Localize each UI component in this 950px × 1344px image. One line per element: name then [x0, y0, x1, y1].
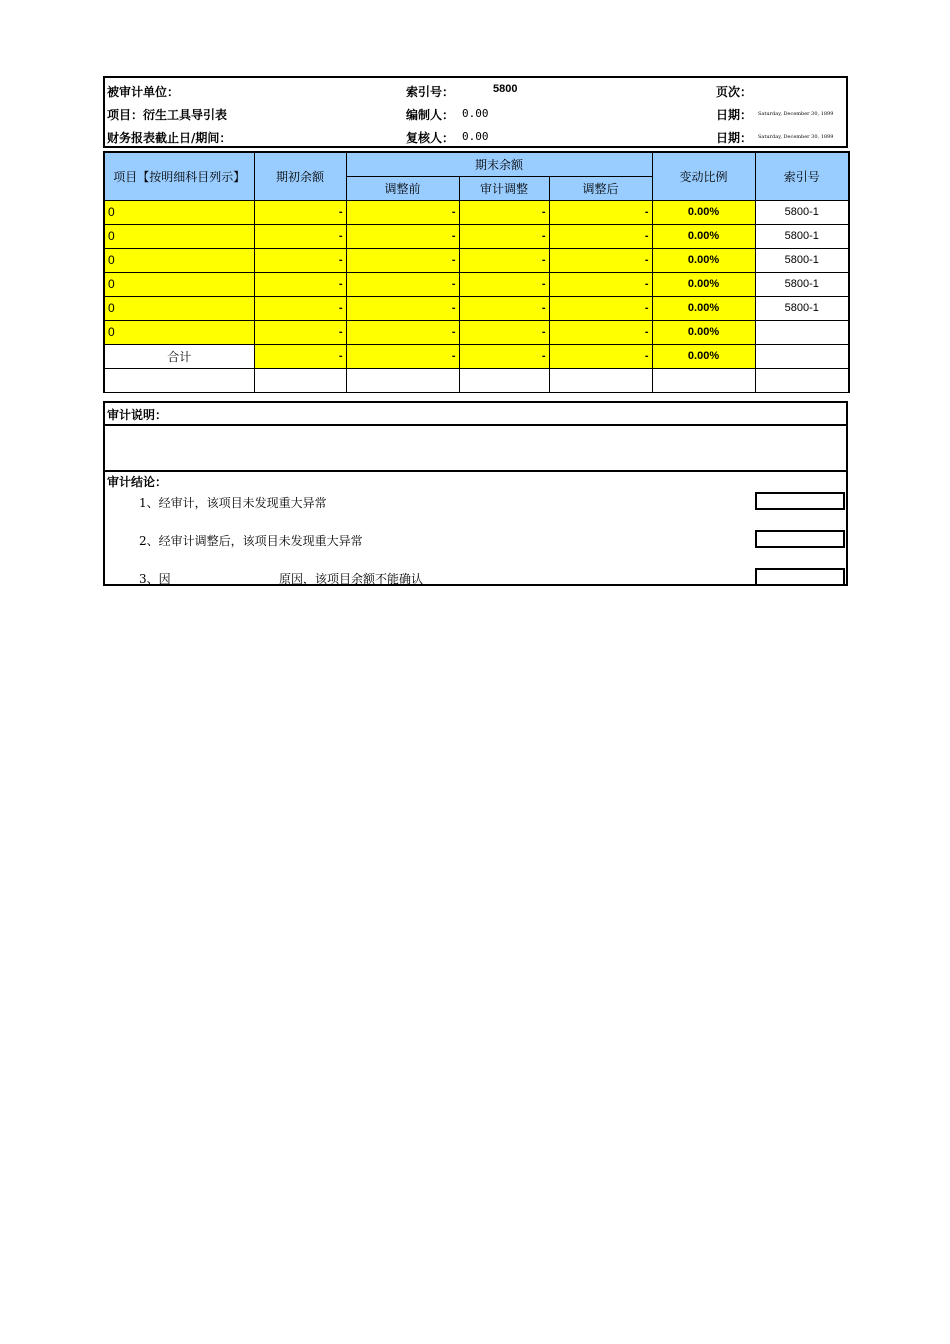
empty-cell[interactable]	[652, 368, 755, 392]
date-label-2: 日期：	[716, 131, 753, 145]
row-after-adj[interactable]: -	[549, 272, 652, 296]
conclusion-checkbox-3[interactable]	[755, 568, 845, 584]
audited-unit-label: 被审计单位：	[107, 85, 180, 99]
empty-cell[interactable]	[254, 368, 346, 392]
row-before-adj[interactable]: -	[346, 200, 459, 224]
row-before-adj[interactable]: -	[346, 248, 459, 272]
table-row	[104, 200, 849, 224]
table-row	[104, 272, 849, 296]
conclusion-label: 审计结论：	[107, 475, 168, 489]
row-item[interactable]: 0	[104, 296, 254, 320]
table-row	[104, 320, 849, 344]
row-after-adj[interactable]: -	[549, 296, 652, 320]
index-value: 5800	[493, 83, 518, 95]
total-label: 合计	[104, 344, 254, 368]
row-item[interactable]: 0	[104, 272, 254, 296]
project-label: 项目：衍生工具导引表	[107, 108, 228, 122]
row-opening[interactable]: -	[254, 224, 346, 248]
row-index[interactable]	[755, 320, 849, 344]
audit-conclusion-block	[103, 470, 848, 586]
total-after-adj: -	[549, 344, 652, 368]
total-audit-adj: -	[459, 344, 549, 368]
row-change-ratio[interactable]: 0.00%	[652, 296, 755, 320]
workpaper-sheet	[103, 76, 848, 586]
reviewer-value: 0.00	[462, 130, 489, 143]
row-change-ratio[interactable]: 0.00%	[652, 248, 755, 272]
col-header-index: 索引号	[755, 152, 849, 200]
empty-cell[interactable]	[459, 368, 549, 392]
period-label: 财务报表截止日/期间：	[107, 131, 232, 145]
page-label: 页次：	[716, 85, 753, 99]
total-before-adj: -	[346, 344, 459, 368]
conclusion-item-1: 1、经审计，该项目未发现重大异常	[139, 496, 327, 510]
row-index[interactable]: 5800-1	[755, 272, 849, 296]
row-audit-adj[interactable]: -	[459, 320, 549, 344]
row-before-adj[interactable]: -	[346, 272, 459, 296]
row-opening[interactable]: -	[254, 272, 346, 296]
table-row	[104, 296, 849, 320]
row-change-ratio[interactable]: 0.00%	[652, 200, 755, 224]
row-change-ratio[interactable]: 0.00%	[652, 224, 755, 248]
conclusion-item-3-prefix: 3、因	[139, 572, 171, 586]
preparer-value: 0.00	[462, 107, 489, 120]
preparer-label: 编制人：	[406, 108, 455, 122]
header-block	[103, 76, 848, 148]
row-opening[interactable]: -	[254, 320, 346, 344]
row-before-adj[interactable]: -	[346, 320, 459, 344]
col-header-audit-adj: 审计调整	[459, 176, 549, 200]
row-index[interactable]: 5800-1	[755, 296, 849, 320]
row-index[interactable]: 5800-1	[755, 248, 849, 272]
col-header-change-ratio: 变动比例	[652, 152, 755, 200]
date-value-1: Saturday, December 30, 1899	[758, 111, 834, 117]
row-change-ratio[interactable]: 0.00%	[652, 272, 755, 296]
row-audit-adj[interactable]: -	[459, 224, 549, 248]
conclusion-checkbox-1[interactable]	[755, 492, 845, 510]
row-index[interactable]: 5800-1	[755, 224, 849, 248]
empty-cell[interactable]	[104, 368, 254, 392]
col-header-closing: 期末余额	[346, 152, 652, 176]
total-change-ratio: 0.00%	[652, 344, 755, 368]
conclusion-item-2: 2、经审计调整后，该项目未发现重大异常	[139, 534, 363, 548]
total-row	[104, 344, 849, 368]
row-opening[interactable]: -	[254, 200, 346, 224]
table-row	[104, 224, 849, 248]
row-audit-adj[interactable]: -	[459, 200, 549, 224]
row-change-ratio[interactable]: 0.00%	[652, 320, 755, 344]
date-value-2: Saturday, December 30, 1899	[758, 134, 834, 140]
row-audit-adj[interactable]: -	[459, 272, 549, 296]
index-label: 索引号：	[406, 85, 455, 99]
row-before-adj[interactable]: -	[346, 224, 459, 248]
row-item[interactable]: 0	[104, 320, 254, 344]
col-header-item: 项目【按明细科目列示】	[104, 152, 254, 200]
conclusion-checkbox-2[interactable]	[755, 530, 845, 548]
row-index[interactable]: 5800-1	[755, 200, 849, 224]
row-after-adj[interactable]: -	[549, 320, 652, 344]
row-after-adj[interactable]: -	[549, 200, 652, 224]
col-header-after-adj: 调整后	[549, 176, 652, 200]
empty-cell[interactable]	[755, 368, 849, 392]
row-audit-adj[interactable]: -	[459, 296, 549, 320]
row-opening[interactable]: -	[254, 296, 346, 320]
row-item[interactable]: 0	[104, 200, 254, 224]
empty-row	[104, 368, 849, 392]
conclusion-item-3-suffix: 原因，该项目余额不能确认	[279, 572, 424, 586]
derivative-lead-table	[103, 151, 850, 393]
audit-notes-body[interactable]	[103, 424, 848, 472]
row-before-adj[interactable]: -	[346, 296, 459, 320]
row-item[interactable]: 0	[104, 224, 254, 248]
row-item[interactable]: 0	[104, 248, 254, 272]
col-header-opening: 期初余额	[254, 152, 346, 200]
row-after-adj[interactable]: -	[549, 248, 652, 272]
table-row	[104, 248, 849, 272]
total-opening: -	[254, 344, 346, 368]
empty-cell[interactable]	[346, 368, 459, 392]
row-opening[interactable]: -	[254, 248, 346, 272]
empty-cell[interactable]	[549, 368, 652, 392]
row-after-adj[interactable]: -	[549, 224, 652, 248]
audit-notes-header	[103, 401, 848, 424]
col-header-before-adj: 调整前	[346, 176, 459, 200]
row-audit-adj[interactable]: -	[459, 248, 549, 272]
audit-notes-label: 审计说明：	[107, 408, 168, 422]
date-label-1: 日期：	[716, 108, 753, 122]
reviewer-label: 复核人：	[406, 131, 455, 145]
total-index	[755, 344, 849, 368]
